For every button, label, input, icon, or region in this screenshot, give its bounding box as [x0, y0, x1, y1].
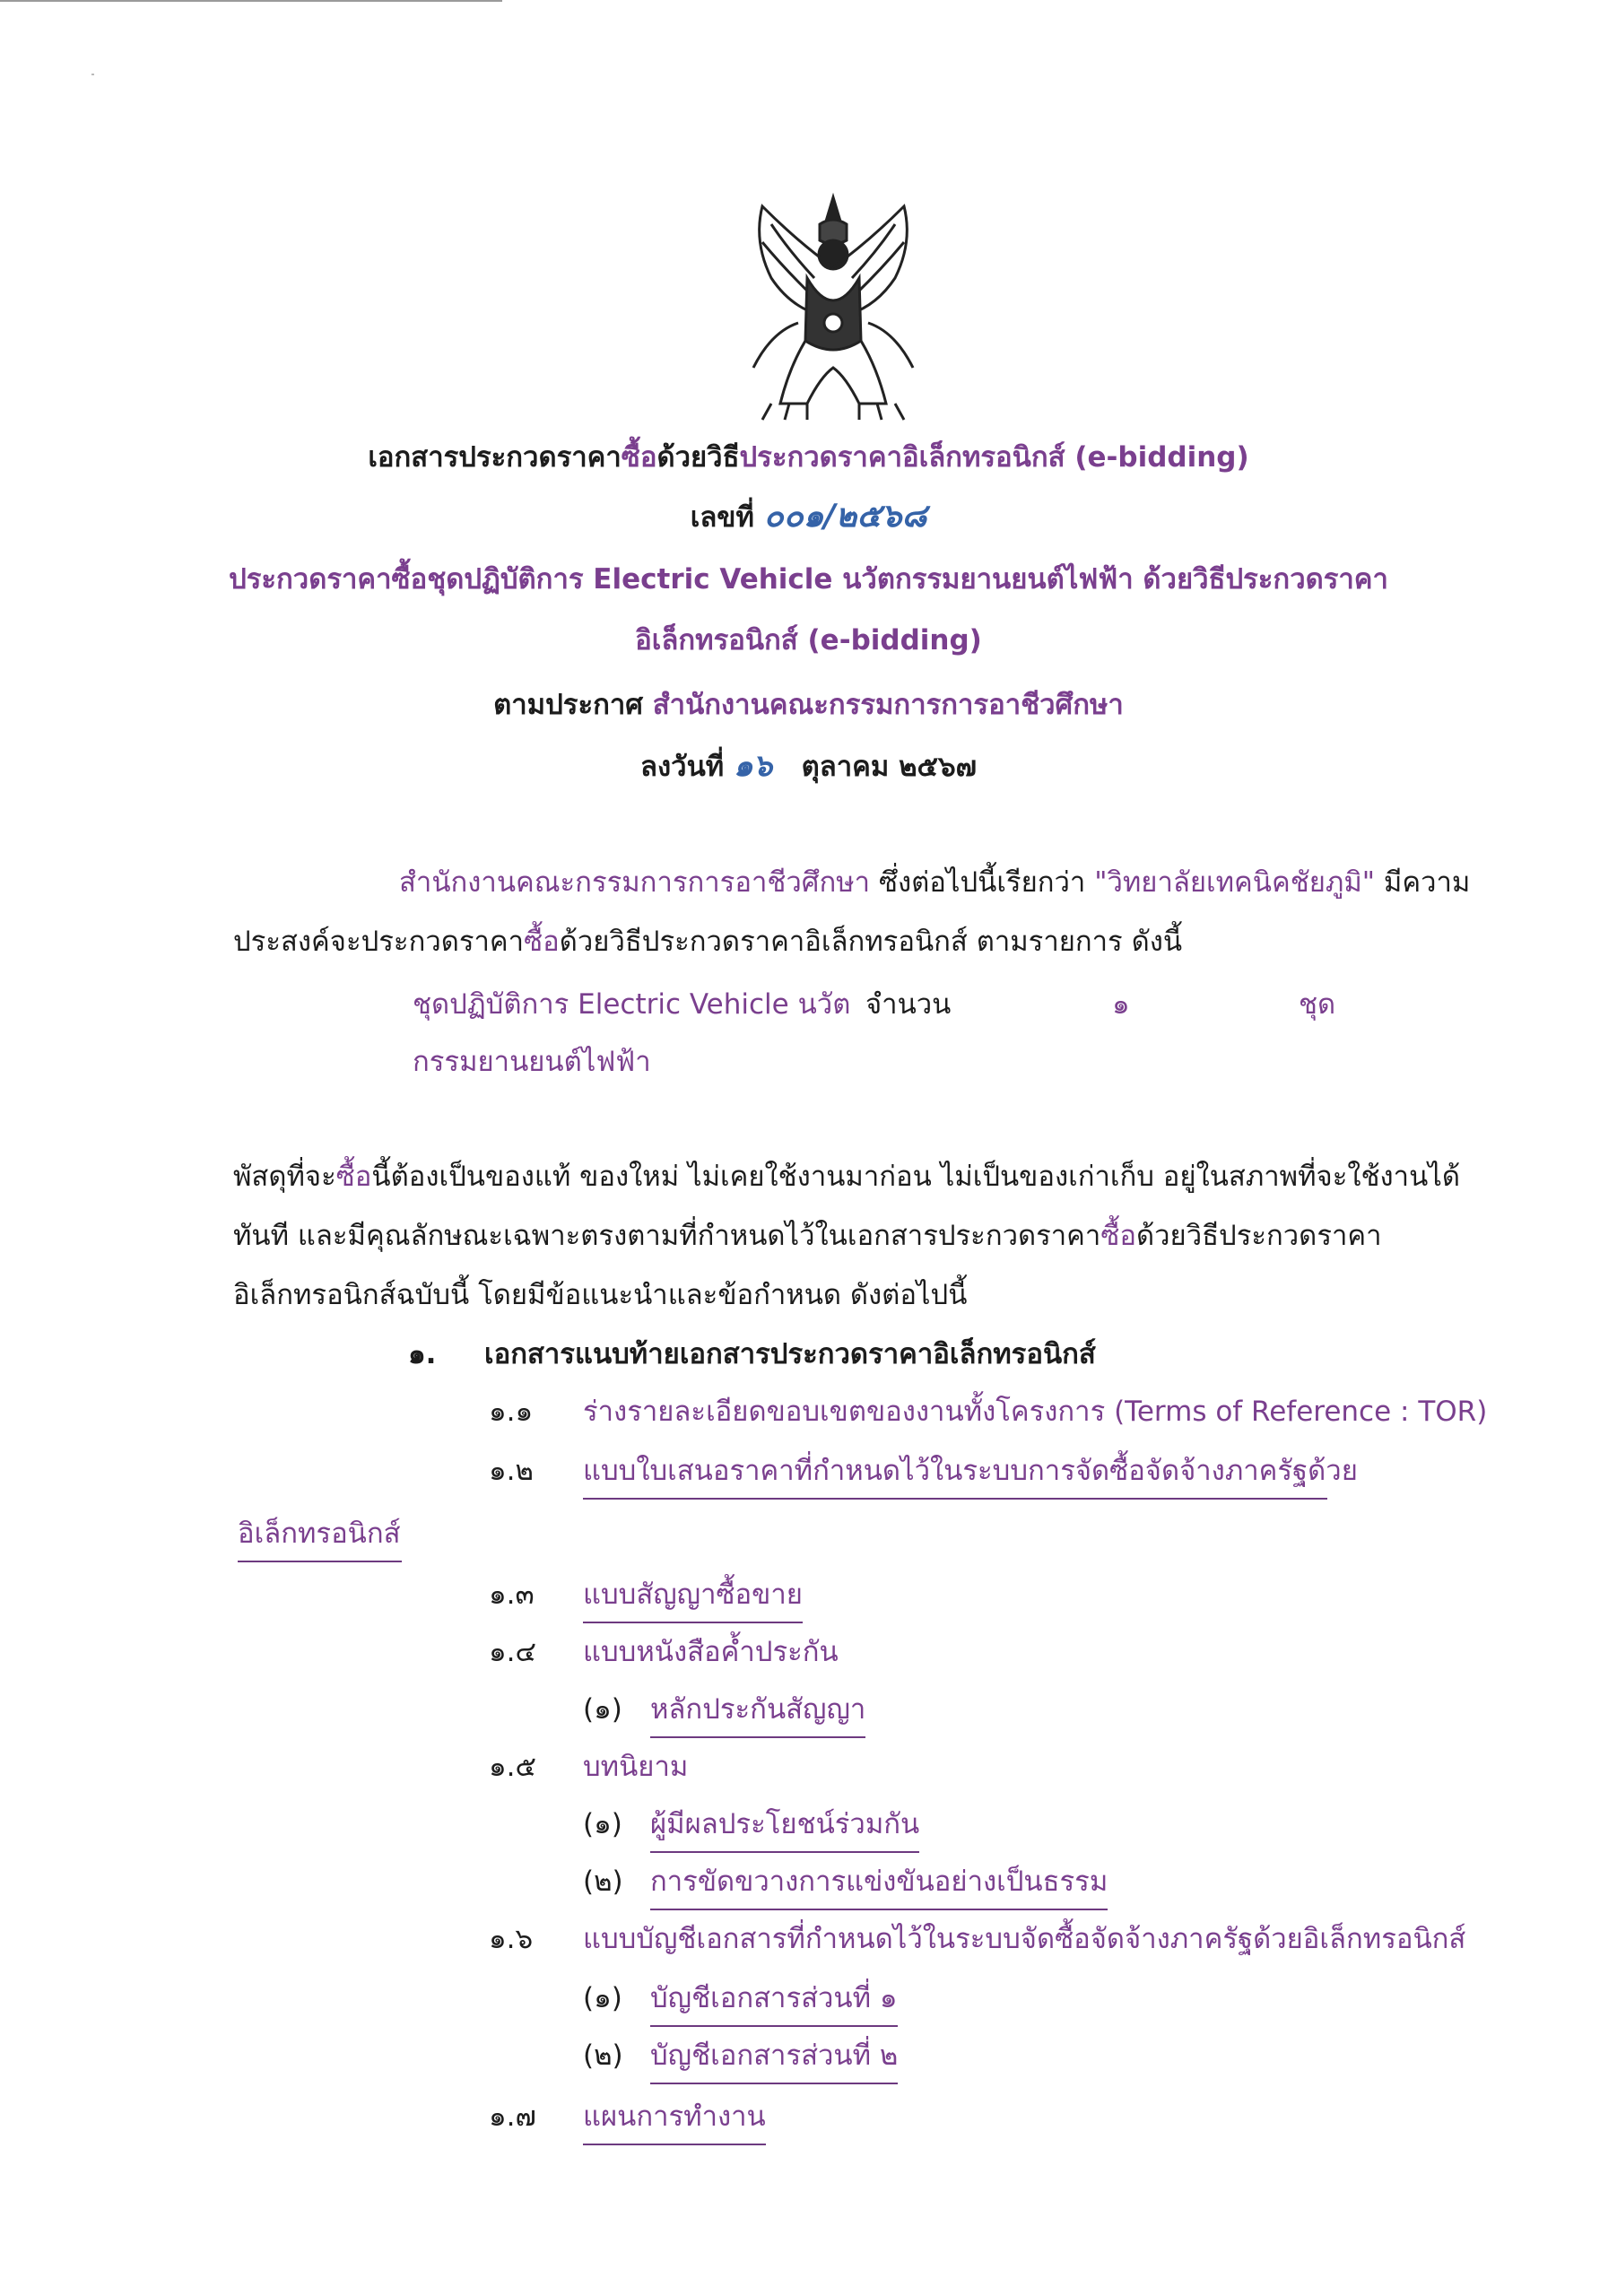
document-number: เลขที่ ๐๐๑/๒๕๖๘ — [690, 498, 927, 535]
item-1-5-1-number: (๑) — [583, 1808, 622, 1840]
body-line-1: พัสดุที่จะซื้อนี้ต้องเป็นของแท้ ของใหม่ ไม่เคยใช้งานมาก่อน ไม่เป็นของเก่าเก็บ อยู่ในสภาพที่จะใช้งานได้ — [233, 1161, 1460, 1193]
item-1-4-number: ๑.๔ — [489, 1636, 536, 1668]
document-title: เอกสารประกวดราคาซื้อด้วยวิธีประกวดราคาอิเล็กทรอนิกส์ (e-bidding) — [368, 441, 1249, 474]
date-line: ลงวันที่ ๑๖ ตุลาคม ๒๕๖๗ — [640, 748, 977, 784]
item-1-4-1-number: (๑) — [583, 1693, 622, 1726]
item-1-5-1-text: ผู้มีผลประโยชน์ร่วมกัน — [650, 1801, 919, 1853]
item-1-4-1-text: หลักประกันสัญญา — [650, 1686, 865, 1738]
body-line-2: ทันที และมีคุณลักษณะเฉพาะตรงตามที่กำหนดไว้ในเอกสารประกวดราคาซื้อด้วยวิธีประกวดราคา — [233, 1220, 1382, 1252]
garuda-emblem-icon — [735, 188, 931, 423]
item-1-5-text: บทนิยาม — [583, 1751, 689, 1783]
item-1-2-text: แบบใบเสนอราคาที่กำหนดไว้ในระบบการจัดซื้อจัดจ้างภาครัฐด้วย — [583, 1448, 1327, 1500]
item-qty-label: จำนวน — [865, 988, 952, 1021]
item-1-1-number: ๑.๑ — [489, 1396, 534, 1428]
scan-speck — [91, 74, 94, 75]
handwritten-number: ๐๐๑/๒๕๖๘ — [763, 498, 927, 535]
item-1-6-1-number: (๑) — [583, 1982, 622, 2014]
scan-edge-line — [0, 0, 502, 2]
body-line-3: อิเล็กทรอนิกส์ฉบับนี้ โดยมีข้อแนะนำและข้อกำหนด ดังต่อไปนี้ — [233, 1279, 968, 1311]
section-1-number: ๑. — [408, 1338, 437, 1370]
handwritten-day: ๑๖ — [734, 748, 773, 784]
item-1-6-1-text: บัญชีเอกสารส่วนที่ ๑ — [650, 1975, 898, 2027]
intro-line-1: สำนักงานคณะกรรมการการอาชีวศึกษา ซึ่งต่อไปนี้เรียกว่า "วิทยาลัยเทคนิคชัยภูมิ" มีความ — [399, 866, 1471, 899]
item-1-6-2-number: (๒) — [583, 2039, 623, 2072]
item-1-5-number: ๑.๕ — [489, 1751, 536, 1783]
item-1-6-number: ๑.๖ — [489, 1923, 534, 1955]
item-1-3-text: แบบสัญญาซื้อขาย — [583, 1571, 803, 1623]
intro-line-2: ประสงค์จะประกวดราคาซื้อด้วยวิธีประกวดราคาอิเล็กทรอนิกส์ ตามรายการ ดังนี้ — [233, 926, 1183, 958]
item-1-6-2-text: บัญชีเอกสารส่วนที่ ๒ — [650, 2032, 898, 2084]
item-1-7-text: แผนการทำงาน — [583, 2093, 766, 2145]
item-1-3-number: ๑.๓ — [489, 1578, 535, 1611]
section-1-title: เอกสารแนบท้ายเอกสารประกวดราคาอิเล็กทรอนิกส์ — [484, 1338, 1096, 1370]
subject-line-1: ประกวดราคาซื้อชุดปฏิบัติการ Electric Vehicle นวัตกรรมยานยนต์ไฟฟ้า ด้วยวิธีประกวดราคา — [229, 563, 1388, 596]
item-1-2-continuation: อิเล็กทรอนิกส์ — [238, 1510, 402, 1562]
item-unit: ชุด — [1299, 988, 1336, 1021]
item-1-2-number: ๑.๒ — [489, 1455, 534, 1487]
item-1-4-text: แบบหนังสือค้ำประกัน — [583, 1636, 839, 1668]
item-1-7-number: ๑.๗ — [489, 2100, 536, 2133]
item-1-5-2-text: การขัดขวางการแข่งขันอย่างเป็นธรรม — [650, 1858, 1108, 1910]
subject-line-2: อิเล็กทรอนิกส์ (e-bidding) — [635, 624, 982, 657]
announcement-line: ตามประกาศ สำนักงานคณะกรรมการการอาชีวศึกษา — [493, 689, 1124, 721]
item-1-5-2-number: (๒) — [583, 1866, 623, 1898]
item-name-line-1: ชุดปฏิบัติการ Electric Vehicle นวัต — [413, 988, 851, 1021]
item-1-1-text: ร่างรายละเอียดขอบเขตของงานทั้งโครงการ (Terms of Reference : TOR) — [583, 1396, 1488, 1428]
item-name-line-2: กรรมยานยนต์ไฟฟ้า — [413, 1046, 651, 1078]
item-qty: ๑ — [1112, 988, 1130, 1021]
item-1-6-text: แบบบัญชีเอกสารที่กำหนดไว้ในระบบจัดซื้อจัดจ้างภาครัฐด้วยอิเล็กทรอนิกส์ — [583, 1923, 1466, 1955]
